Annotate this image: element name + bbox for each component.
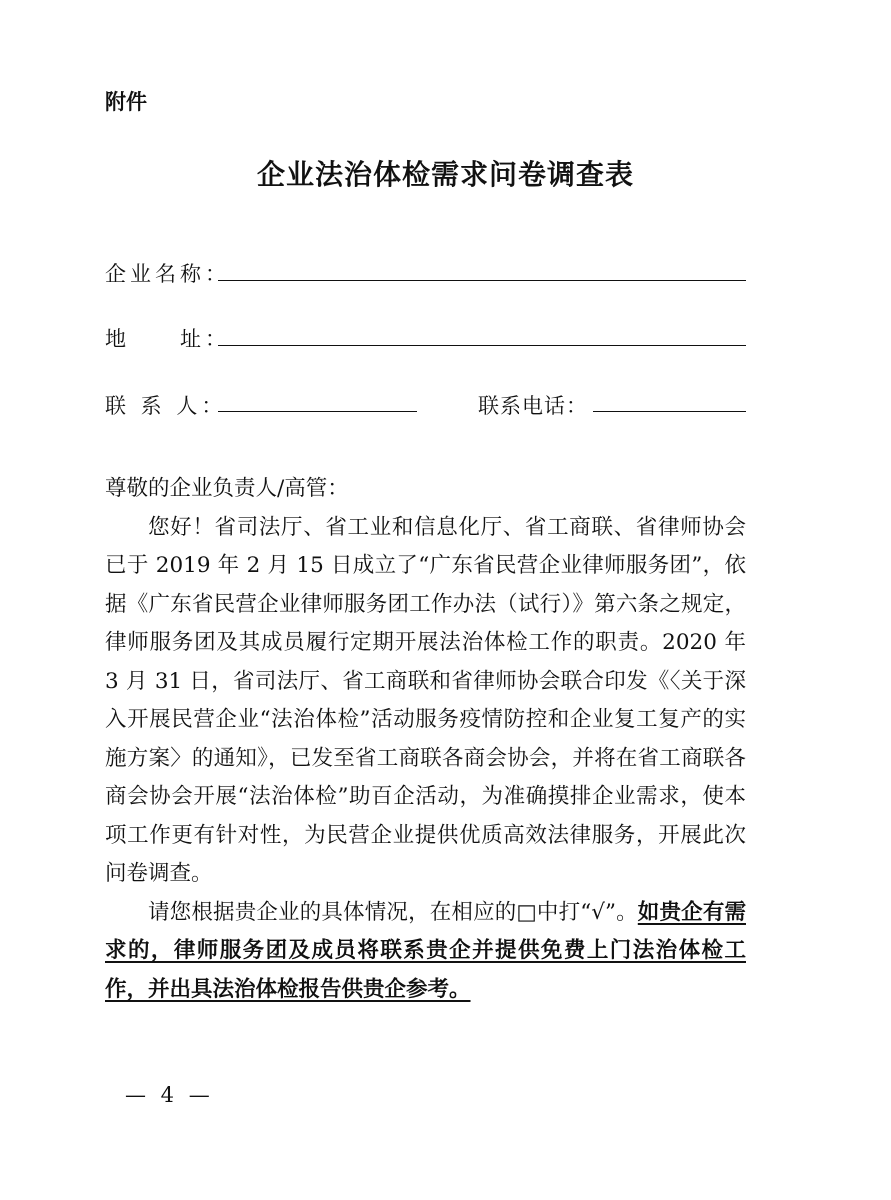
instruction-text: 请您根据贵企业的具体情况，在相应的□中打“√”。 [148,899,638,925]
salutation: 尊敬的企业负责人/高管： [105,476,349,501]
paragraph-instructions [105,894,746,1010]
attachment-label: 附件 [105,90,147,114]
document-title: 企业法治体检需求问卷调查表 [256,158,634,191]
contact-person-label: 联 系 人： [105,394,227,418]
address-field[interactable] [218,345,746,346]
page-number: — 4 — [125,1083,214,1107]
company-name-label: 企业名称： [105,262,230,286]
contact-person-field[interactable] [218,411,417,412]
paragraph-intro: 您好！省司法厅、省工业和信息化厅、省工商联、省律师协会已于 2019 年 2 月 15 日成立了“广东省民营企业律师服务团”，依据《广东省民营企业律师服务团工作办法（试行）》第六条之规定，律师服务团及其成员履行定期开展法治体检工作的职责。2020 年 3 月 31 日，省司法厅、省工商联和省律师协会联合印发《〈关于深入开展民营企业“法治体检”活动服务疫情防控和企业复工复产的实施方案〉的通知》，已发至省工商联各商会协会，并将在省工商联各商会协会开展“法治体检”助百企活动，为准确摸排企业需求，使本项工作更有针对性，为民营企业提供优质高效法律服务，开展此次问卷调查。 [105,514,746,886]
letter-body [105,470,746,1009]
address-label: 地 址： [105,327,230,351]
phone-field[interactable] [593,411,746,412]
company-name-field[interactable] [218,280,746,281]
phone-label: 联系电话： [478,394,588,418]
emphasis-text: 如贵企有需求的，律师服务团及成员将联系贵企并提供免费上门法治体检工作，并出具法治体检报告供贵企参考。 [105,899,746,1002]
